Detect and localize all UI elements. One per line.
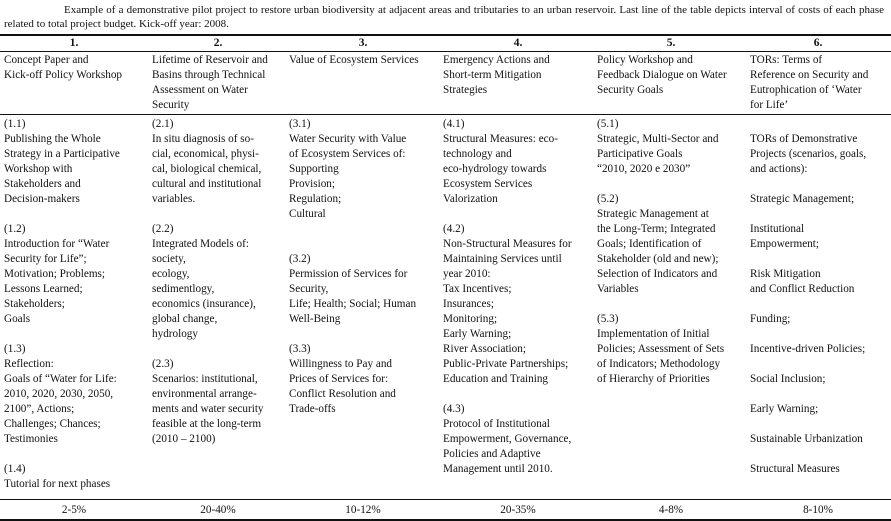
- section-text: Structural Measures: eco- technology and eco-hydrology towards Ecosystem Services Valorization: [443, 133, 558, 205]
- cost-cell-6: 8-10%: [803, 504, 833, 516]
- column-number-5: 5.: [666, 37, 676, 49]
- section-id: (5.2): [597, 193, 619, 205]
- column-number-3: 3.: [358, 37, 368, 49]
- tor-item: Institutional Empowerment;: [750, 223, 819, 250]
- section-text: In situ diagnosis of so- cial, economical, physi- cal, biological chemical, cultural and institutional variables.: [152, 133, 262, 205]
- column-header-3: Value of Ecosystem Services: [289, 54, 419, 66]
- section-id: (4.3): [443, 403, 465, 415]
- section-3-3: [289, 342, 441, 417]
- tor-item: Funding;: [750, 313, 791, 325]
- header-rule: [0, 51, 891, 52]
- tor-item: Incentive-driven Policies;: [750, 343, 866, 355]
- cost-cell-3: 10-12%: [345, 504, 381, 516]
- section-id: (1.1): [4, 118, 26, 130]
- section-text: Willingness to Pay and Prices of Services for: Conflict Resolution and Trade-offs: [289, 358, 396, 415]
- section-2-1: [152, 117, 288, 207]
- column-body-5: [597, 117, 749, 387]
- section-id: (2.2): [152, 223, 174, 235]
- section-id: (1.3): [4, 343, 26, 355]
- tor-item: Sustainable Urbanization: [750, 433, 863, 445]
- tor-item: Structural Measures: [750, 463, 840, 475]
- section-id: (2.3): [152, 358, 174, 370]
- cost-rule: [0, 499, 891, 500]
- table-caption: Example of a demonstrative pilot project to restore urban biodiversity at adjacent areas and tributaries to an urban reservoir. Last line of the table depicts interval of costs of each phase related to total project budget. Kick-off year: 2008.: [4, 4, 884, 30]
- column-header-2: Lifetime of Reservoir and Basins through Technical Assessment on Water Security: [152, 54, 268, 111]
- section-text: Strategic Management at the Long-Term; Integrated Goals; Identification of Stakeholder (old and new); Selection of Indicators and Variables: [597, 208, 719, 295]
- cost-cell-2: 20-40%: [200, 504, 236, 516]
- section-id: (3.3): [289, 343, 311, 355]
- section-3-1: [289, 117, 441, 222]
- section-text: Permission of Services for Security, Life; Health; Social; Human Well-Being: [289, 268, 417, 325]
- section-text: Implementation of Initial Policies; Assessment of Sets of Indicators; Methodology of Hierarchy of Priorities: [597, 328, 725, 385]
- section-1-3: [4, 342, 152, 447]
- section-4-2: [443, 222, 595, 387]
- column-number-2: 2.: [213, 37, 223, 49]
- column-number-1: 1.: [69, 37, 79, 49]
- section-text: Water Security with Value of Ecosystem Services of: Supporting Provision; Regulation; Cultural: [289, 133, 407, 220]
- section-text: Introduction for “Water Security for Life”; Motivation; Problems; Lessons Learned; Stakeholders; Goals: [4, 238, 110, 325]
- section-5-2: [597, 192, 749, 297]
- column-body-6: [750, 117, 890, 477]
- section-1-1: [4, 117, 152, 207]
- column-header-4: Emergency Actions and Short-term Mitigation Strategies: [443, 54, 550, 96]
- section-text: Protocol of Institutional Empowerment, Governance, Policies and Adaptive Management until 2010.: [443, 418, 572, 475]
- cost-cell-4: 20-35%: [500, 504, 536, 516]
- column-header-1: Concept Paper and Kick-off Policy Workshop: [4, 54, 123, 81]
- column-number-6: 6.: [813, 37, 823, 49]
- section-3-2: [289, 252, 441, 327]
- section-text: Scenarios: institutional, environmental arrange- ments and water security feasible at the long-term (2010 – 2100): [152, 373, 264, 445]
- section-text: Tutorial for next phases: [4, 478, 111, 490]
- tor-item: Risk Mitigation and Conflict Reduction: [750, 268, 855, 295]
- body-rule: [0, 114, 891, 115]
- section-text: Publishing the Whole Strategy in a Participative Workshop with Stakeholders and Decision-makers: [4, 133, 120, 205]
- column-number-4: 4.: [513, 37, 523, 49]
- tor-item: TORs of Demonstrative Projects (scenarios, goals, and actions):: [750, 133, 867, 175]
- section-4-3: [443, 402, 595, 477]
- column-body-2: [152, 117, 288, 447]
- section-id: (1.2): [4, 223, 26, 235]
- tor-item: Early Warning;: [750, 403, 819, 415]
- section-id: (3.2): [289, 253, 311, 265]
- section-id: (5.3): [597, 313, 619, 325]
- section-id: (1.4): [4, 463, 26, 475]
- section-id: (4.1): [443, 118, 465, 130]
- column-header-5: Policy Workshop and Feedback Dialogue on Water Security Goals: [597, 54, 727, 96]
- bottom-rule: [0, 519, 891, 521]
- section-2-3: [152, 357, 288, 447]
- section-id: (2.1): [152, 118, 174, 130]
- tor-item: Social Inclusion;: [750, 373, 826, 385]
- section-text: Strategic, Multi-Sector and Participative Goals “2010, 2020 e 2030”: [597, 133, 719, 175]
- column-body-1: [4, 117, 152, 492]
- cost-cell-5: 4-8%: [658, 504, 684, 516]
- section-2-2: [152, 222, 288, 342]
- section-1-2: [4, 222, 152, 327]
- cost-cell-1: 2-5%: [61, 504, 87, 516]
- section-id: (5.1): [597, 118, 619, 130]
- tor-item: Strategic Management;: [750, 193, 855, 205]
- section-4-1: [443, 117, 595, 207]
- section-1-4: [4, 462, 152, 492]
- section-text: Non-Structural Measures for Maintaining Services until year 2010: Tax Incentives; Insurances; Monitoring; Early Warning; River Association; Public-Private Partnerships; Education and Training: [443, 238, 572, 385]
- column-header-6: TORs: Terms of Reference on Security and Eutrophication of ‘Water for Life’: [750, 54, 869, 111]
- section-5-1: [597, 117, 749, 177]
- section-text: Reflection: Goals of “Water for Life: 2010, 2020, 2030, 2050, 2100”, Actions; Challenges; Chances; Testimonies: [4, 358, 117, 445]
- section-text: Integrated Models of: society, ecology, sedimentlogy, economics (insurance), global change, hydrology: [152, 238, 256, 340]
- section-id: (4.2): [443, 223, 465, 235]
- section-id: (3.1): [289, 118, 311, 130]
- column-body-3: [289, 117, 441, 417]
- section-5-3: [597, 312, 749, 387]
- column-body-4: [443, 117, 595, 477]
